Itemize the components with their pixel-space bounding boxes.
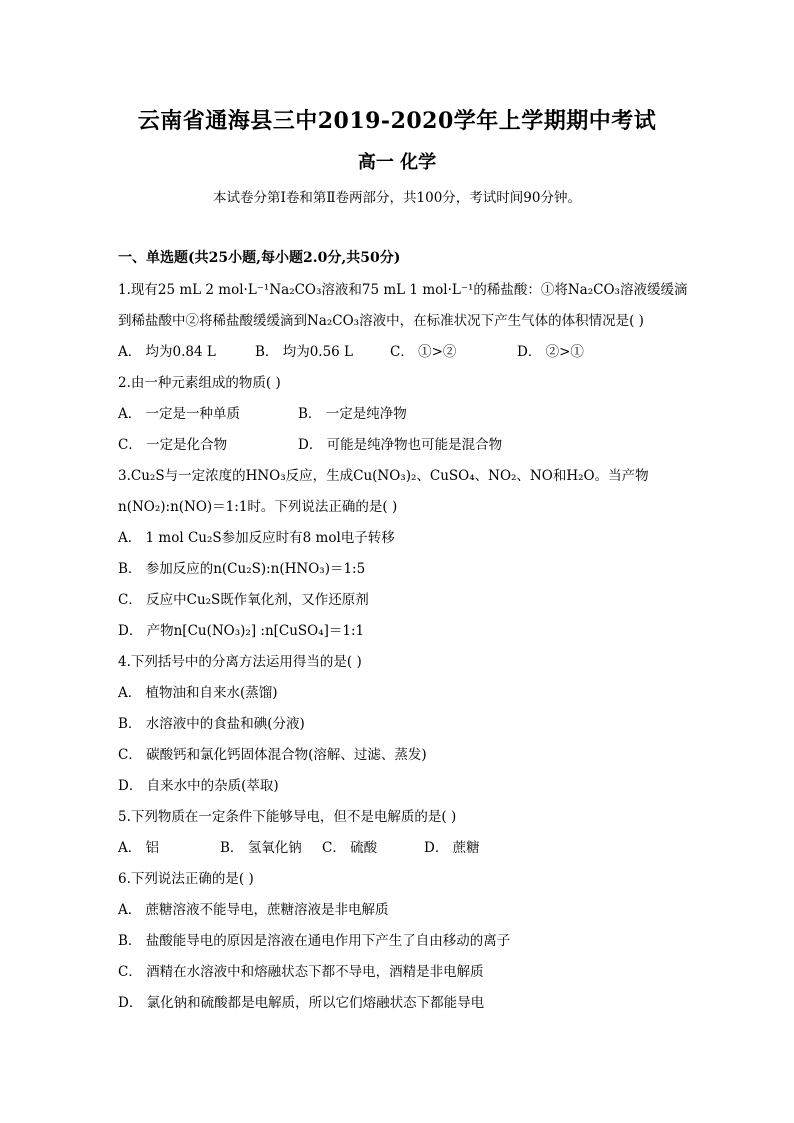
- question-3-option-a: A． 1 mol Cu₂S参加反应时有8 mol电子转移: [118, 530, 395, 546]
- question-3-option-c: C． 反应中Cu₂S既作氧化剂，又作还原剂: [118, 592, 369, 608]
- question-1-stem-line-2: 到稀盐酸中②将稀盐酸缓缓滴到Na₂CO₃溶液中，在标准状况下产生气体的体积情况是( ): [118, 313, 644, 329]
- exam-title: 云南省通海县三中2019-2020学年上学期期中考试: [137, 108, 657, 134]
- exam-subtitle: 高一 化学: [357, 152, 437, 173]
- question-2-stem: 2.由一种元素组成的物质( ): [118, 375, 281, 391]
- question-5-stem: 5.下列物质在一定条件下能够导电，但不是电解质的是( ): [118, 809, 457, 825]
- question-5-options: [118, 833, 678, 864]
- question-1-option-a: A． 均为0.84 L: [118, 344, 216, 360]
- question-2-option-b: B． 一定是纯净物: [298, 406, 407, 422]
- question-3-option-d: D． 产物n[Cu(NO₃)₂] :n[CuSO₄]＝1:1: [118, 623, 365, 639]
- question-1-option-b: B． 均为0.56 L: [255, 344, 354, 360]
- question-4-stem: 4.下列括号中的分离方法运用得当的是( ): [118, 654, 362, 670]
- question-3-option-b: B． 参加反应的n(Cu₂S):n(HNO₃)＝1:5: [118, 561, 366, 577]
- question-5-option-b: B． 氢氧化钠: [220, 840, 302, 856]
- exam-intro: 本试卷分第Ⅰ卷和第Ⅱ卷两部分，共100分，考试时间90分钟。: [213, 190, 581, 206]
- question-5-option-d: D． 蔗糖: [424, 840, 480, 856]
- question-6-stem: 6.下列说法正确的是( ): [118, 871, 254, 887]
- question-3-stem-line-2: n(NO₂):n(NO)＝1:1时。下列说法正确的是( ): [118, 499, 398, 515]
- question-1-option-c: C． ①>②: [390, 344, 457, 360]
- question-2-option-c: C． 一定是化合物: [118, 437, 228, 453]
- question-6-option-b: B． 盐酸能导电的原因是溶液在通电作用下产生了自由移动的离子: [118, 933, 511, 949]
- section-heading: 一、单选题(共25小题,每小题2.0分,共50分): [118, 250, 401, 266]
- exam-content: [118, 244, 688, 1019]
- question-1-option-d: D． ②>①: [517, 344, 584, 360]
- question-6-option-a: A． 蔗糖溶液不能导电，蔗糖溶液是非电解质: [118, 902, 389, 918]
- question-6-option-c: C． 酒精在水溶液中和熔融状态下都不导电，酒精是非电解质: [118, 964, 484, 980]
- question-5-option-a: A． 铝: [118, 840, 160, 856]
- question-6-option-d: D． 氯化钠和硫酸都是电解质，所以它们熔融状态下都能导电: [118, 995, 485, 1011]
- question-1-options: [118, 337, 678, 368]
- question-4-option-c: C． 碳酸钙和氯化钙固体混合物(溶解、过滤、蒸发): [118, 747, 427, 763]
- question-2-option-d: D． 可能是纯净物也可能是混合物: [298, 437, 503, 453]
- question-2-option-a: A． 一定是一种单质: [118, 406, 241, 422]
- question-2-options-row-1: [118, 399, 678, 430]
- question-2-options-row-2: [118, 430, 678, 461]
- question-5-option-c: C． 硫酸: [322, 840, 378, 856]
- question-1-stem-line-1: 1.现有25 mL 2 mol·L⁻¹Na₂CO₃溶液和75 mL 1 mol·L⁻¹的稀盐酸：①将Na₂CO₃溶液缓缓滴: [118, 282, 688, 298]
- question-4-option-a: A． 植物油和自来水(蒸馏): [118, 685, 278, 701]
- question-4-option-b: B． 水溶液中的食盐和碘(分液): [118, 716, 305, 732]
- question-3-stem-line-1: 3.Cu₂S与一定浓度的HNO₃反应，生成Cu(NO₃)₂、CuSO₄、NO₂、NO和H₂O。当产物: [118, 468, 649, 484]
- question-4-option-d: D． 自来水中的杂质(萃取): [118, 778, 279, 794]
